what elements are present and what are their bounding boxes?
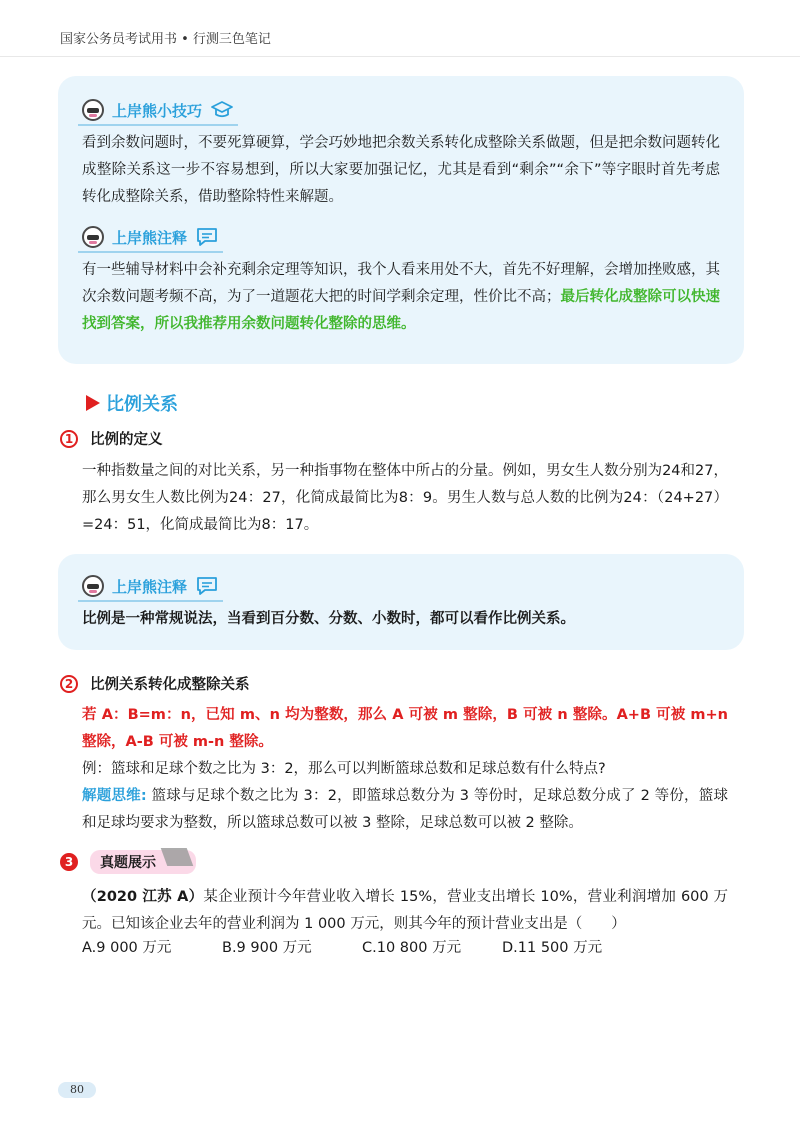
question-source: （2020 江苏 A） (82, 889, 204, 905)
note-box (58, 554, 744, 650)
item3-heading-chip: 真题展示 (90, 850, 196, 874)
tip-label-tag (78, 96, 238, 126)
option-c: C.10 800 万元 (362, 940, 462, 956)
note-label-tag (78, 223, 223, 253)
item3-heading (60, 850, 196, 874)
item2-solution (82, 783, 728, 837)
section-title (86, 390, 178, 416)
note-highlight: 最后转化成整除可以快速找到答案，所以我推荐用余数问题转化整除的思维。 (82, 289, 720, 332)
section-title-text: 比例关系 (106, 394, 178, 415)
item3-number-icon: 3 (60, 853, 78, 871)
tip-box (58, 76, 744, 364)
bear-mascot-icon (82, 226, 104, 248)
question-body: 某企业预计今年营业收入增长 15%，营业支出增长 10%，营业利润增加 600 万元。已知该企业去年的营业利润为 1 000 万元，则其今年的预计营业支出是（ ） (82, 889, 728, 932)
item1-text: 一种指数量之间的对比关系，另一种指事物在整体中所占的分量。例如，男女生人数分别为24和27，那么男女生人数比例为24：27，化简成最简比为8：9。男生人数与总人数的比例为24：（24+27）=24：51，化简成最简比为8：17。 (82, 463, 728, 533)
solution-text: 篮球与足球个数之比为 3：2，即篮球总数分为 3 等份时，足球总数分成了 2 等份，篮球和足球均要求为整数，所以篮球总数可以被 3 整除，足球总数可以被 2 整除。 (82, 788, 728, 831)
item1-heading (60, 428, 163, 449)
page-number: 80 (58, 1082, 96, 1098)
item2-heading (60, 673, 250, 694)
note2-label-tag (78, 572, 223, 602)
tip-text: 看到余数问题时，不要死算硬算，学会巧妙地把余数关系转化成整除关系做题，但是把余数问题转化成整除关系这一步不容易想到，所以大家要加强记忆，尤其是看到“剩余”“余下”等字眼时首先考虑转化成整除关系，借助整除特性来解题。 (82, 135, 720, 205)
item2-heading-text: 比例关系转化成整除关系 (90, 677, 250, 693)
header-divider (0, 56, 800, 57)
question-text (82, 884, 728, 938)
option-b: B.9 900 万元 (222, 940, 312, 956)
graduation-cap-icon (210, 99, 234, 121)
answer-options (82, 936, 642, 957)
tip-label: 上岸熊小技巧 (112, 101, 203, 120)
bear-mascot-icon (82, 99, 104, 121)
item2-rule: 若 A：B=m：n，已知 m、n 均为整数，那么 A 可被 m 整除，B 可被 n 整除。A+B 可被 m+n 整除，A-B 可被 m-n 整除。 (82, 707, 728, 750)
solution-label: 解题思维: (82, 788, 147, 804)
comment-icon (195, 575, 219, 597)
note-text (82, 257, 720, 338)
note-label: 上岸熊注释 (112, 228, 188, 247)
option-a: A.9 000 万元 (82, 940, 172, 956)
note2-label: 上岸熊注释 (112, 577, 188, 596)
note-text-plain: 有一些辅导材料中会补充剩余定理等知识，我个人看来用处不大，首先不好理解，会增加挫败感，其次余数问题考频不高，为了一道题花大把的时间学剩余定理，性价比不高； (82, 262, 720, 305)
triangle-bullet-icon (86, 395, 100, 411)
item1-number-icon: 1 (60, 430, 78, 448)
item1-heading-text: 比例的定义 (90, 432, 163, 448)
running-header: 国家公务员考试用书 • 行测三色笔记 (60, 32, 271, 47)
comment-icon (195, 226, 219, 248)
note2-text: 比例是一种常规说法，当看到百分数、分数、小数时，都可以看作比例关系。 (82, 611, 575, 627)
bear-mascot-icon (82, 575, 104, 597)
item2-example: 例：篮球和足球个数之比为 3：2，那么可以判断篮球总数和足球总数有什么特点? (82, 761, 606, 777)
item2-number-icon: 2 (60, 675, 78, 693)
option-d: D.11 500 万元 (502, 940, 603, 956)
